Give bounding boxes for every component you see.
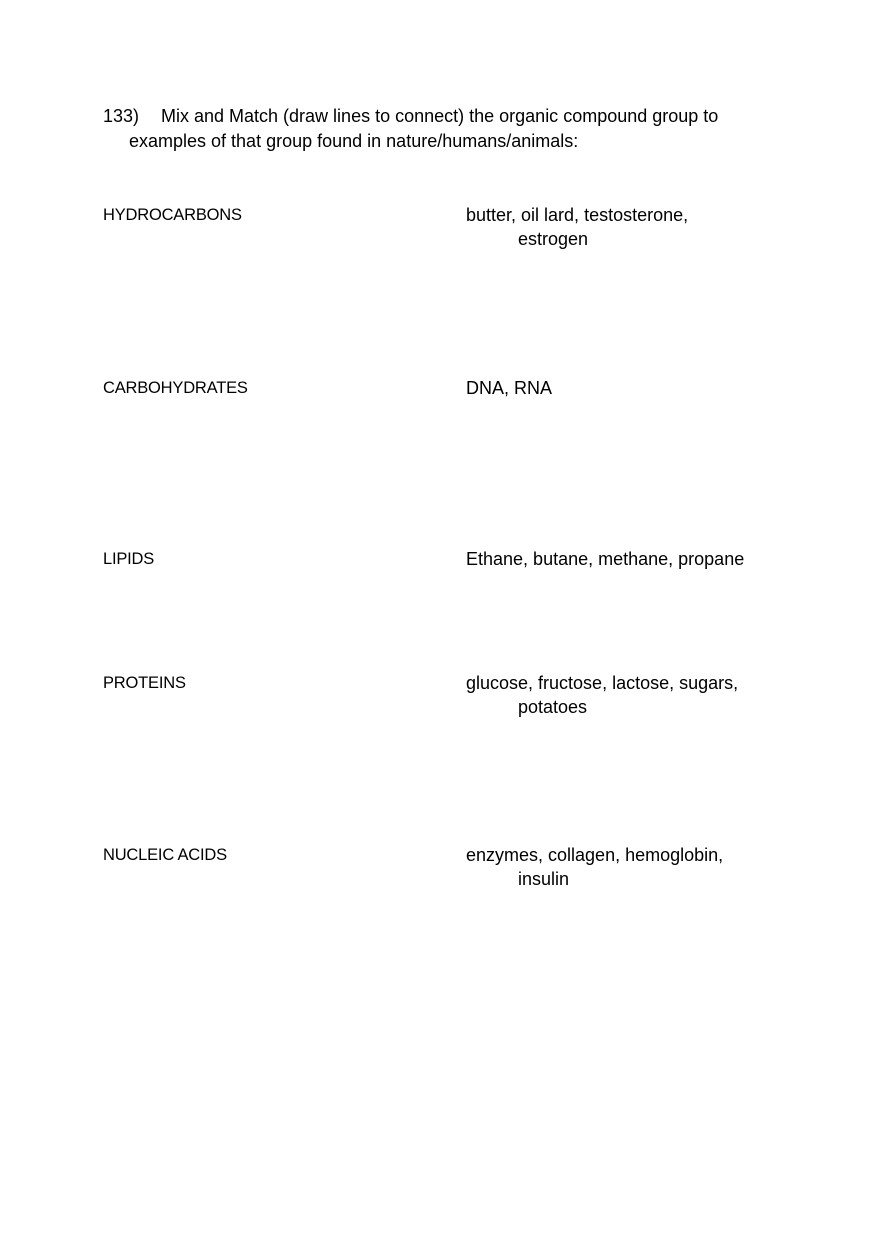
- question-text-line-1: Mix and Match (draw lines to connect) the organic compound group to: [161, 106, 719, 126]
- term-carbohydrates: CARBOHYDRATES: [103, 379, 248, 397]
- example-hydrocarbon-list: [466, 547, 744, 571]
- example-lipids-list: [466, 203, 688, 251]
- example-protein-list: [466, 843, 723, 891]
- term-hydrocarbons: HYDROCARBONS: [103, 206, 242, 224]
- term-lipids: LIPIDS: [103, 550, 155, 568]
- question-number: 133): [103, 106, 140, 126]
- question-text-line-2: examples of that group found in nature/humans/animals:: [129, 131, 579, 151]
- example-line-2: estrogen: [518, 229, 589, 249]
- example-nucleic-list: [466, 376, 552, 400]
- example-carbohydrate-list: [466, 671, 738, 719]
- example-line-1: glucose, fructose, lactose, sugars,: [466, 673, 739, 693]
- question-line-1: [103, 104, 763, 129]
- example-line-1: enzymes, collagen, hemoglobin,: [466, 845, 724, 865]
- term-nucleic-acids: NUCLEIC ACIDS: [103, 846, 227, 864]
- example-line-2: insulin: [518, 869, 570, 889]
- example-line-1: butter, oil lard, testosterone,: [466, 205, 689, 225]
- example-line-1: DNA, RNA: [466, 378, 553, 398]
- example-line-2: potatoes: [518, 697, 588, 717]
- question: [103, 104, 763, 154]
- example-line-1: Ethane, butane, methane, propane: [466, 549, 745, 569]
- term-proteins: PROTEINS: [103, 674, 186, 692]
